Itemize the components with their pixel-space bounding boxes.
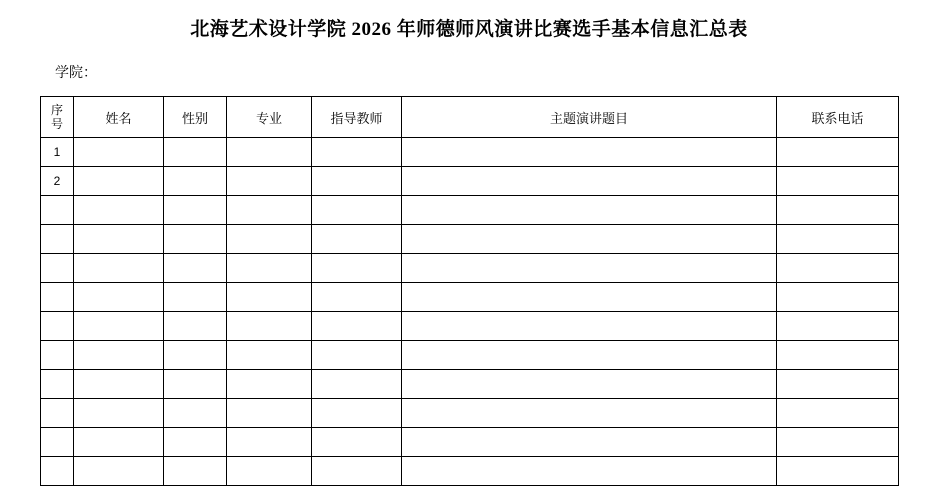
cell-topic[interactable] xyxy=(402,370,777,399)
cell-teacher[interactable] xyxy=(312,399,402,428)
cell-major[interactable] xyxy=(227,341,312,370)
cell-gender[interactable] xyxy=(164,312,227,341)
cell-name[interactable] xyxy=(74,225,164,254)
cell-gender[interactable] xyxy=(164,428,227,457)
cell-phone[interactable] xyxy=(777,312,899,341)
cell-topic[interactable] xyxy=(402,254,777,283)
cell-teacher[interactable] xyxy=(312,196,402,225)
table-row xyxy=(41,428,899,457)
cell-teacher[interactable] xyxy=(312,225,402,254)
cell-major[interactable] xyxy=(227,138,312,167)
cell-index xyxy=(41,370,74,399)
cell-gender[interactable] xyxy=(164,283,227,312)
participant-info-table xyxy=(40,96,899,486)
cell-major[interactable] xyxy=(227,370,312,399)
cell-gender[interactable] xyxy=(164,457,227,486)
cell-phone[interactable] xyxy=(777,225,899,254)
cell-phone[interactable] xyxy=(777,399,899,428)
table-header-row xyxy=(41,97,899,138)
cell-teacher[interactable] xyxy=(312,457,402,486)
cell-topic[interactable] xyxy=(402,283,777,312)
cell-name[interactable] xyxy=(74,399,164,428)
cell-topic[interactable] xyxy=(402,167,777,196)
cell-name[interactable] xyxy=(74,341,164,370)
cell-topic[interactable] xyxy=(402,457,777,486)
cell-teacher[interactable] xyxy=(312,341,402,370)
cell-teacher[interactable] xyxy=(312,370,402,399)
cell-topic[interactable] xyxy=(402,225,777,254)
cell-topic[interactable] xyxy=(402,428,777,457)
college-label: 学院： xyxy=(55,64,97,80)
cell-major[interactable] xyxy=(227,196,312,225)
table-row xyxy=(41,312,899,341)
cell-major[interactable] xyxy=(227,167,312,196)
cell-topic[interactable] xyxy=(402,196,777,225)
table-row xyxy=(41,196,899,225)
cell-name[interactable] xyxy=(74,428,164,457)
cell-teacher[interactable] xyxy=(312,283,402,312)
cell-phone[interactable] xyxy=(777,428,899,457)
header-major: 专业 xyxy=(227,97,312,138)
cell-name[interactable] xyxy=(74,196,164,225)
cell-gender[interactable] xyxy=(164,196,227,225)
cell-teacher[interactable] xyxy=(312,138,402,167)
cell-gender[interactable] xyxy=(164,254,227,283)
cell-gender[interactable] xyxy=(164,341,227,370)
cell-teacher[interactable] xyxy=(312,312,402,341)
cell-phone[interactable] xyxy=(777,370,899,399)
table-row xyxy=(41,254,899,283)
cell-index xyxy=(41,225,74,254)
cell-index xyxy=(41,399,74,428)
cell-index xyxy=(41,283,74,312)
cell-major[interactable] xyxy=(227,399,312,428)
table-row xyxy=(41,225,899,254)
cell-gender[interactable] xyxy=(164,138,227,167)
cell-gender[interactable] xyxy=(164,370,227,399)
cell-name[interactable] xyxy=(74,138,164,167)
cell-gender[interactable] xyxy=(164,225,227,254)
cell-index xyxy=(41,196,74,225)
header-index-line1: 序 xyxy=(50,103,63,117)
header-index-line2: 号 xyxy=(50,117,63,131)
cell-name[interactable] xyxy=(74,312,164,341)
cell-major[interactable] xyxy=(227,254,312,283)
cell-major[interactable] xyxy=(227,283,312,312)
table-row xyxy=(41,283,899,312)
cell-phone[interactable] xyxy=(777,254,899,283)
cell-index: 2 xyxy=(41,167,74,196)
cell-topic[interactable] xyxy=(402,138,777,167)
table-container xyxy=(0,96,938,486)
cell-name[interactable] xyxy=(74,254,164,283)
page-title: 北海艺术设计学院 2026 年师德师风演讲比赛选手基本信息汇总表 xyxy=(190,19,748,40)
cell-index xyxy=(41,341,74,370)
cell-name[interactable] xyxy=(74,457,164,486)
cell-major[interactable] xyxy=(227,428,312,457)
cell-phone[interactable] xyxy=(777,341,899,370)
cell-teacher[interactable] xyxy=(312,167,402,196)
cell-teacher[interactable] xyxy=(312,254,402,283)
cell-index: 1 xyxy=(41,138,74,167)
header-teacher: 指导教师 xyxy=(312,97,402,138)
table-row xyxy=(41,399,899,428)
cell-phone[interactable] xyxy=(777,283,899,312)
cell-gender[interactable] xyxy=(164,399,227,428)
cell-phone[interactable] xyxy=(777,457,899,486)
header-topic: 主题演讲题目 xyxy=(402,97,777,138)
cell-index xyxy=(41,312,74,341)
cell-index xyxy=(41,428,74,457)
table-row xyxy=(41,457,899,486)
cell-name[interactable] xyxy=(74,167,164,196)
cell-major[interactable] xyxy=(227,225,312,254)
cell-phone[interactable] xyxy=(777,167,899,196)
cell-phone[interactable] xyxy=(777,196,899,225)
header-gender: 性别 xyxy=(164,97,227,138)
cell-phone[interactable] xyxy=(777,138,899,167)
cell-index xyxy=(41,254,74,283)
cell-teacher[interactable] xyxy=(312,428,402,457)
cell-name[interactable] xyxy=(74,370,164,399)
table-body xyxy=(41,138,899,486)
cell-index xyxy=(41,457,74,486)
table-row xyxy=(41,341,899,370)
cell-topic[interactable] xyxy=(402,312,777,341)
table-row xyxy=(41,138,899,167)
cell-major[interactable] xyxy=(227,312,312,341)
cell-major[interactable] xyxy=(227,457,312,486)
cell-name[interactable] xyxy=(74,283,164,312)
cell-topic[interactable] xyxy=(402,399,777,428)
cell-topic[interactable] xyxy=(402,341,777,370)
table-row xyxy=(41,370,899,399)
cell-gender[interactable] xyxy=(164,167,227,196)
header-name: 姓名 xyxy=(74,97,164,138)
header-phone: 联系电话 xyxy=(777,97,899,138)
header-index xyxy=(41,97,74,138)
table-row xyxy=(41,167,899,196)
